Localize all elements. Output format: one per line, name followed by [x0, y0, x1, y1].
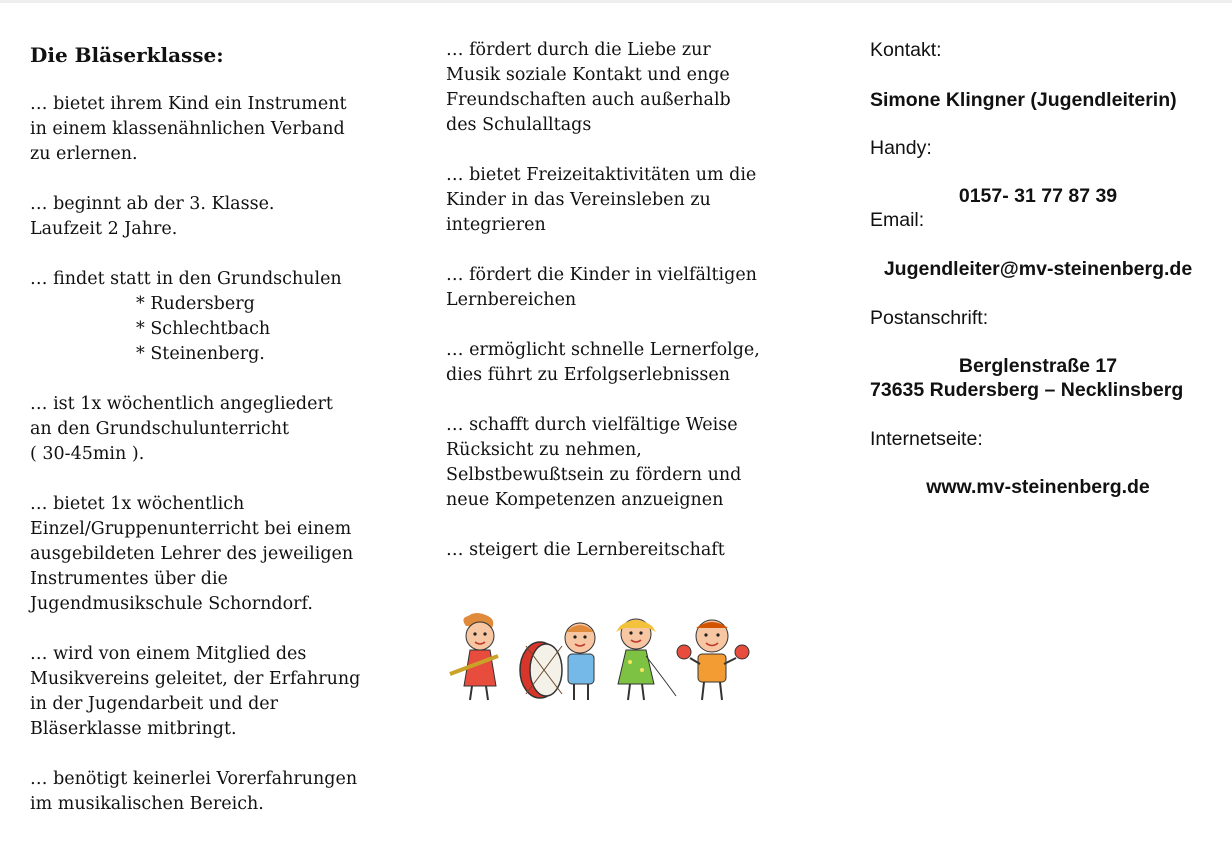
girl-singer-figure — [616, 619, 676, 700]
school-list — [30, 292, 410, 367]
paragraph-location: … findet statt in den Grundschulen — [30, 269, 342, 289]
brochure-title: Die Bläserklasse: — [30, 43, 224, 67]
address-city: 73635 Rudersberg – Necklinsberg — [870, 379, 1184, 401]
left-column — [30, 42, 410, 842]
website-label: Internetseite: — [870, 428, 983, 450]
top-edge-line — [0, 0, 1232, 3]
website-url[interactable]: www.mv-steinenberg.de — [926, 476, 1150, 498]
paragraph-learning-areas: … fördert die Kinder in vielfältigen Lernbereichen — [446, 265, 757, 310]
email-address[interactable]: Jugendleiter@mv-steinenberg.de — [883, 258, 1193, 280]
phone-number: 0157- 31 77 87 39 — [958, 185, 1118, 207]
paragraph-social: … fördert durch die Liebe zur Musik soziale Kontakt und enge Freundschaften auch außerhalb des Schulalltags — [446, 40, 731, 135]
middle-column — [446, 38, 806, 588]
paragraph-lessons: … bietet 1x wöchentlich Einzel/Gruppenunterricht bei einem ausgebildeten Lehrer des jeweiligen Instrumentes über die Jugendmusikschule Schorndorf. — [30, 494, 354, 614]
school-item: * Rudersberg — [136, 294, 255, 314]
kids-music-illustration — [446, 612, 756, 707]
paragraph-motivation: … steigert die Lernbereitschaft — [446, 540, 725, 560]
school-item: * Schlechtbach — [136, 319, 271, 339]
paragraph-leader: … wird von einem Mitglied des Musikvereins geleitet, der Erfahrung in der Jugendarbeit und der Bläserklasse mitbringt. — [30, 644, 361, 739]
contact-name: Simone Klingner (Jugendleiterin) — [870, 89, 1177, 111]
address-label: Postanschrift: — [870, 307, 989, 329]
paragraph-competence: … schafft durch vielfältige Weise Rücksicht zu nehmen, Selbstbewußtsein zu fördern und neue Kompetenzen anzueignen — [446, 415, 742, 510]
paragraph-success: … ermöglicht schnelle Lernerfolge, dies führt zu Erfolgserlebnissen — [446, 340, 760, 385]
contact-label: Kontakt: — [870, 39, 942, 61]
boy-maracas-figure — [677, 620, 749, 700]
girl-flute-figure — [450, 613, 498, 700]
address-street: Berglenstraße 17 — [958, 355, 1118, 377]
email-label: Email: — [870, 209, 925, 231]
paragraph-leisure: … bietet Freizeitaktivitäten um die Kinder in das Vereinsleben zu integrieren — [446, 165, 757, 235]
paragraph-start: … beginnt ab der 3. Klasse. Laufzeit 2 Jahre. — [30, 194, 275, 239]
phone-label: Handy: — [870, 137, 932, 159]
paragraph-instrument: … bietet ihrem Kind ein Instrument in einem klassenähnlichen Verband zu erlernen. — [30, 94, 347, 164]
paragraph-experience: … benötigt keinerlei Vorerfahrungen im musikalischen Bereich. — [30, 769, 358, 814]
school-item: * Steinenberg. — [136, 344, 265, 364]
boy-drummer-figure — [565, 623, 595, 700]
paragraph-weekly: … ist 1x wöchentlich angegliedert an den Grundschulunterricht ( 30-45min ). — [30, 394, 333, 464]
drum-figure — [520, 642, 562, 698]
